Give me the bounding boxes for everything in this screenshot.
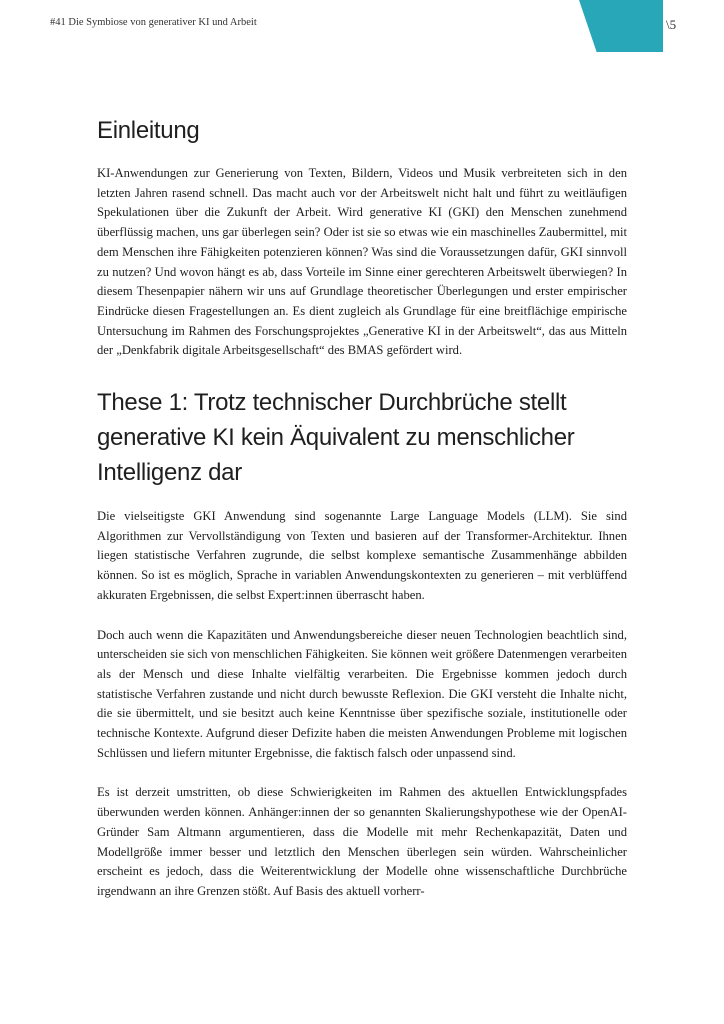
section-heading-thesis-1: These 1: Trotz technischer Durchbrüche stellt generative KI kein Äquivalent zu menschlicher Intelligenz dar: [97, 389, 575, 487]
page-number: \5: [666, 17, 677, 32]
running-header-title: #41 Die Symbiose von generativer KI und Arbeit: [50, 17, 257, 28]
intro-paragraph: KI-Anwendungen zur Generierung von Texten, Bildern, Videos und Musik verbreiteten sich in den letzten Jahren rasend schnell. Das macht auch vor der Arbeitswelt nicht halt und führt zu weitläufigen Spekulationen über die Zukunft der Arbeit. Wird generative KI (GKI) den Menschen zunehmend überflüssig machen, uns gar überlegen sein? Oder ist sie so etwas wie ein maschinelles Zaubermittel, mit dem Menschen ihre Fähigkeiten potenzieren können? Was sind die Voraussetzungen dafür, GKI sinnvoll zu nutzen? Und wovon hängt es ab, dass Vorteile im Sinne einer gerechteren Arbeitswelt überwiegen? In diesem Thesenpapier nähern wir uns auf Grundlage theoretischer Überlegungen und erster empirischer Eindrücke diesen Fragestellungen an. Es dient zugleich als Grundlage für eine breitflächige empirische Untersuchung im Rahmen des Forschungsprojektes „Generative KI in der Arbeitswelt“, das aus Mitteln der „Denkfabrik digitale Arbeitsgesellschaft“ des BMAS gefördert wird.: [97, 166, 627, 358]
thesis-1-paragraph-2: Doch auch wenn die Kapazitäten und Anwendungsbereiche dieser neuen Technologien beachtlich sind, unterscheiden sie sich von menschlichen Fähigkeiten. Sie können weit größere Datenmengen verarbeiten als der Mensch und diese Inhalte vielfältig verarbeiten. Die Ergebnisse kommen jedoch durch statistische Verfahren zustande und nicht durch bewusste Reflexion. Die GKI versteht die Inhalte nicht, die sie übermittelt, und sie besitzt auch keine Kenntnisse über spezifische soziale, institutionelle oder technische Kontexte. Aufgrund dieser Defizite haben die meisten Anwendungen Probleme mit logischen Schlüssen und liefern mitunter Ergebnisse, die faktisch falsch oder unpassend sind.: [97, 627, 627, 760]
accent-tab: [579, 0, 663, 52]
thesis-1-paragraph-1: Die vielseitigste GKI Anwendung sind sogenannte Large Language Models (LLM). Sie sind Algorithmen zur Vervollständigung von Texten und basieren auf der Transformer-Architektur. Ihnen liegen statistische Verfahren zugrunde, die selbst komplexe semantische Zusammenhänge abbilden können. So ist es möglich, Sprache in variablen Anwendungskontexten zu generieren – mit verblüffend akkuraten Ergebnissen, die selbst Expert:innen überrascht haben.: [97, 509, 627, 602]
document-body: [97, 115, 627, 922]
section-heading-intro: Einleitung: [97, 117, 200, 144]
thesis-1-paragraph-3: Es ist derzeit umstritten, ob diese Schwierigkeiten im Rahmen des aktuellen Entwicklungspfades überwunden werden können. Anhänger:innen der so genannten Skalierungshypothese wie der OpenAI-Gründer Sam Altmann argumentieren, dass die Modelle mit mehr Rechenkapazität, Daten und Modellgröße immer besser und letztlich den Menschen überlegen sein würden. Wahrscheinlicher erscheint es jedoch, dass die Weiterentwicklung der Modelle ohne wissenschaftliche Durchbrüche irgendwann an ihre Grenzen stößt. Auf Basis des aktuell vorherr-: [97, 785, 627, 898]
